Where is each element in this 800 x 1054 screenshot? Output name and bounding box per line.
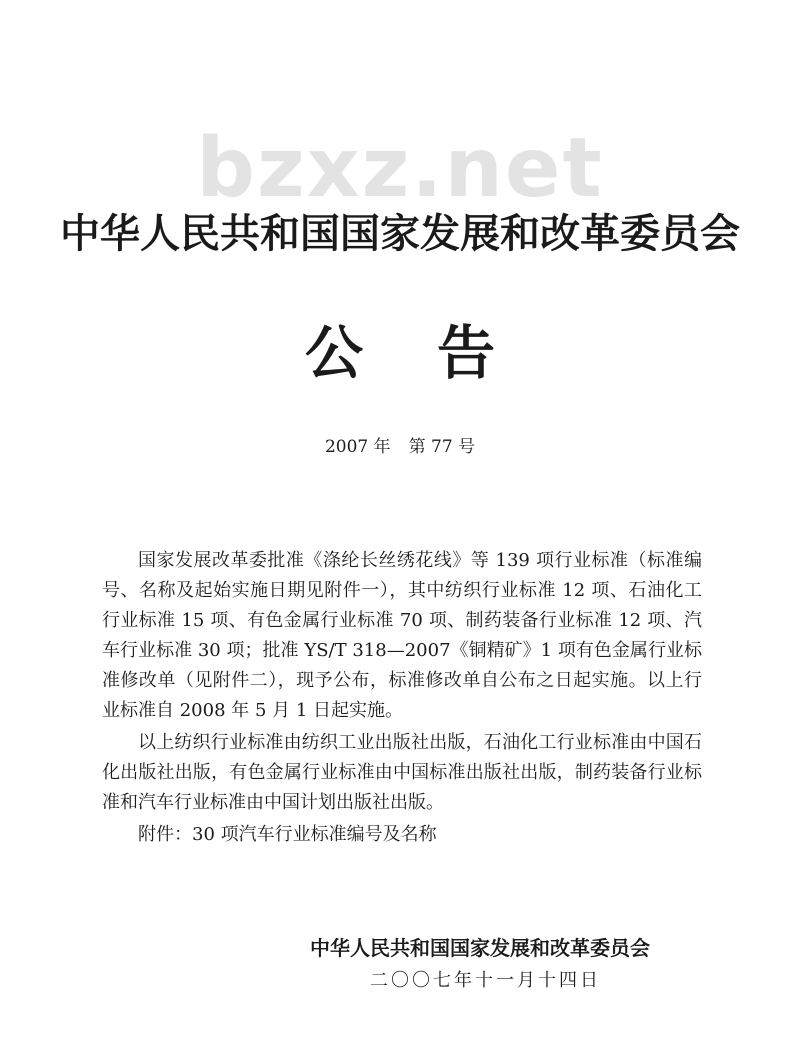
document-year: 2007 年 [324, 437, 391, 457]
watermark: bzxz.net [196, 121, 604, 216]
body-paragraph-1: 国家发展改革委批准《涤纶长丝绣花线》等 139 项行业标准（标准编号、名称及起始实施日期见附件一），其中纺织行业标准 12 项、石油化工行业标准 15 项、有色金属行业标准 70 项、制药装备行业标准 12 项、汽车行业标准 30 项；批准 YS/T 318—2007《铜精矿》1 项有色金属行业标准修改单（见附件二），现予公布，标准修改单自公布之日起实施。以上行业标准自 2008 年 5 月 1 日起实施。 [102, 550, 702, 721]
document-issue-number: 第 77 号 [408, 437, 476, 457]
announcement-body [102, 546, 702, 852]
attachment-note: 附件：30 项汽车行业标准编号及名称 [138, 824, 437, 845]
signature-date: 二〇〇七年十一月十四日 [370, 970, 601, 991]
issuing-organization: 中华人民共和国国家发展和改革委员会 [60, 211, 740, 257]
body-paragraph-2: 以上纺织行业标准由纺织工业出版社出版，石油化工行业标准由中国石化出版社出版，有色金属行业标准由中国标准出版社出版，制药装备行业标准和汽车行业标准由中国计划出版社出版。 [102, 732, 702, 813]
document-number [0, 432, 800, 457]
signature-organization: 中华人民共和国国家发展和改革委员会 [310, 936, 650, 960]
document-title: 公告 [304, 319, 569, 387]
